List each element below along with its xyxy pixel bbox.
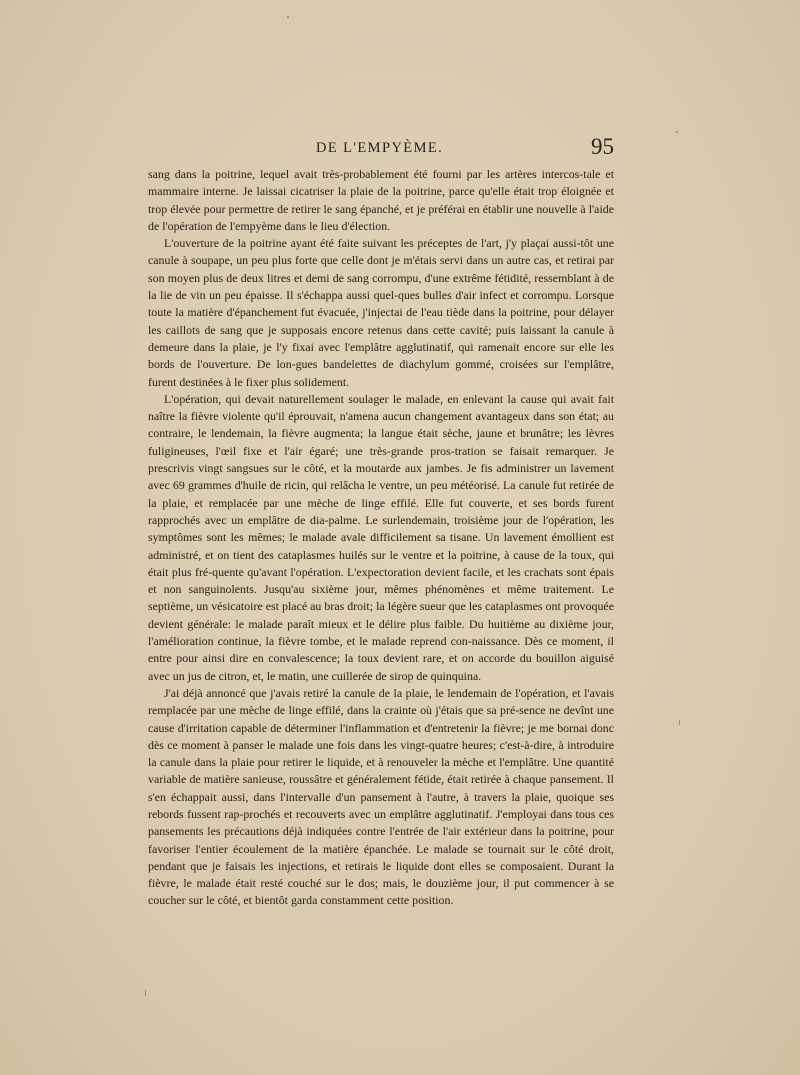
paragraph: sang dans la poitrine, lequel avait très-probablement été fourni par les artères intercos-tale et mammaire interne. Je laissai cicatriser la plaie de la poitrine, parce qu'elle était trop éloignée et trop élevée pour permettre de retirer le sang épanché, et je préférai en établir une nouvelle à l'aide de l'opération de l'empyème dans le lieu d'élection. <box>148 167 614 233</box>
paper-speck <box>145 990 146 996</box>
paper-speck <box>676 131 678 133</box>
paragraph: J'ai déjà annoncé que j'avais retiré la canule de la plaie, le lendemain de l'opération, et l'avais remplacée par une mèche de linge effilé, dans la crainte où j'étais que sa pré-sence ne devînt une cause d'irritation capable de déterminer l'inflammation et d'entretenir la fièvre; je me bornai donc dès ce moment à panser le malade une fois dans les vingt-quatre heures; c'est-à-dire, à introduire la canule dans la plaie pour retirer le liquide, et à renouveler la mèche et l'emplâtre. Une quantité variable de matière sanieuse, roussâtre et généralement fétide, était retirée à chaque pansement. Il s'en échappait aussi, dans l'intervalle d'un pansement à l'autre, à travers la plaie, quoique ses rebords fussent rap-prochés et recouverts avec un emplâtre agglutinatif. J'employai dans tous ces pansements les précautions déjà indiquées contre l'entrée de l'air extérieur dans la poitrine, pour favoriser l'entier écoulement de la matière épanchée. Le malade se tournait sur le côté droit, pendant que je faisais les injections, et retirais le liquide dont elles se composaient. Durant la fièvre, le malade était resté couché sur le dos; mais, le douzième jour, il put commencer à se coucher sur le côté, et bientôt garda constamment cette position. <box>148 685 614 908</box>
paragraph: L'ouverture de la poitrine ayant été faite suivant les préceptes de l'art, j'y plaçai aussi-tôt une canule à soupape, un peu plus forte que celle dont je m'étais servi dans un autre cas, et retirai par son moyen plus de deux litres et demi de sang corrompu, d'une extrême fétidité, ressemblant à de la lie de vin un peu épaisse. Il s'échappa aussi quel-ques bulles d'air infect et corrompu. Lorsque toute la matière d'épanchement fut évacuée, j'injectai de l'eau tiède dans la poitrine, pour délayer les caillots de sang que je supposais encore retenus dans cette cavité; puis laissant la canule à demeure dans la plaie, je l'y fixai avec l'emplâtre agglutinatif, qui ramenait encore sur elle les bords de l'ouverture. De lon-gues bandelettes de diachylum gommé, croisées sur l'emplâtre, furent destinées à le fixer plus solidement. <box>148 236 614 389</box>
page-header <box>148 134 614 164</box>
paper-speck <box>679 720 680 725</box>
paragraph: L'opération, qui devait naturellement soulager le malade, en enlevant la cause qui avait fait naître la fièvre violente qu'il éprouvait, n'amena aucun changement avantageux dans son état; au contraire, le lendemain, la fièvre augmenta; la langue était sèche, jaune et brunâtre; les lèvres fuligineuses, l'œil fixe et l'air égaré; une très-grande pros-tration se faisait remarquer. Je prescrivis vingt sangsues sur le côté, et la moutarde aux jambes. Je fis administrer un lavement avec 69 grammes d'huile de ricin, qui relâcha le ventre, un peu météorisé. La canule fut retirée de la plaie, et remplacée par une mèche de linge effilé. Elle fut couverte, et ses bords furent rapprochés avec un emplâtre de dia-palme. Le surlendemain, troisième jour de l'opération, les symptômes sont les mêmes; le malade avale difficilement sa tisane. Un lavement émollient est administré, et on tient des cataplasmes huilés sur le ventre et la poitrine, à cause de la toux, qui était plus fré-quente qu'avant l'opération. L'expectoration devient facile, et les crachats sont épais et non sanguinolents. Jusqu'au sixième jour, mêmes phénomènes et même traitement. Le septième, un vésicatoire est placé au bras droit; la légère sueur que les cataplasmes ont provoquée devient générale: le malade paraît mieux et le délire plus faible. Du huitième au dixième jour, l'amélioration continue, la fièvre tombe, et le malade reprend con-naissance. Dès ce moment, il entre pour ainsi dire en convalescence; la toux devient rare, et on accorde du bouillon aiguisé avec un jus de citron, et, le matin, une cuillerée de sirop de quinquina. <box>148 391 614 683</box>
running-title: DE L'EMPYÈME. <box>316 140 444 156</box>
paper-speck <box>287 16 289 18</box>
body-text <box>148 166 614 910</box>
page-number: 95 <box>591 134 614 159</box>
